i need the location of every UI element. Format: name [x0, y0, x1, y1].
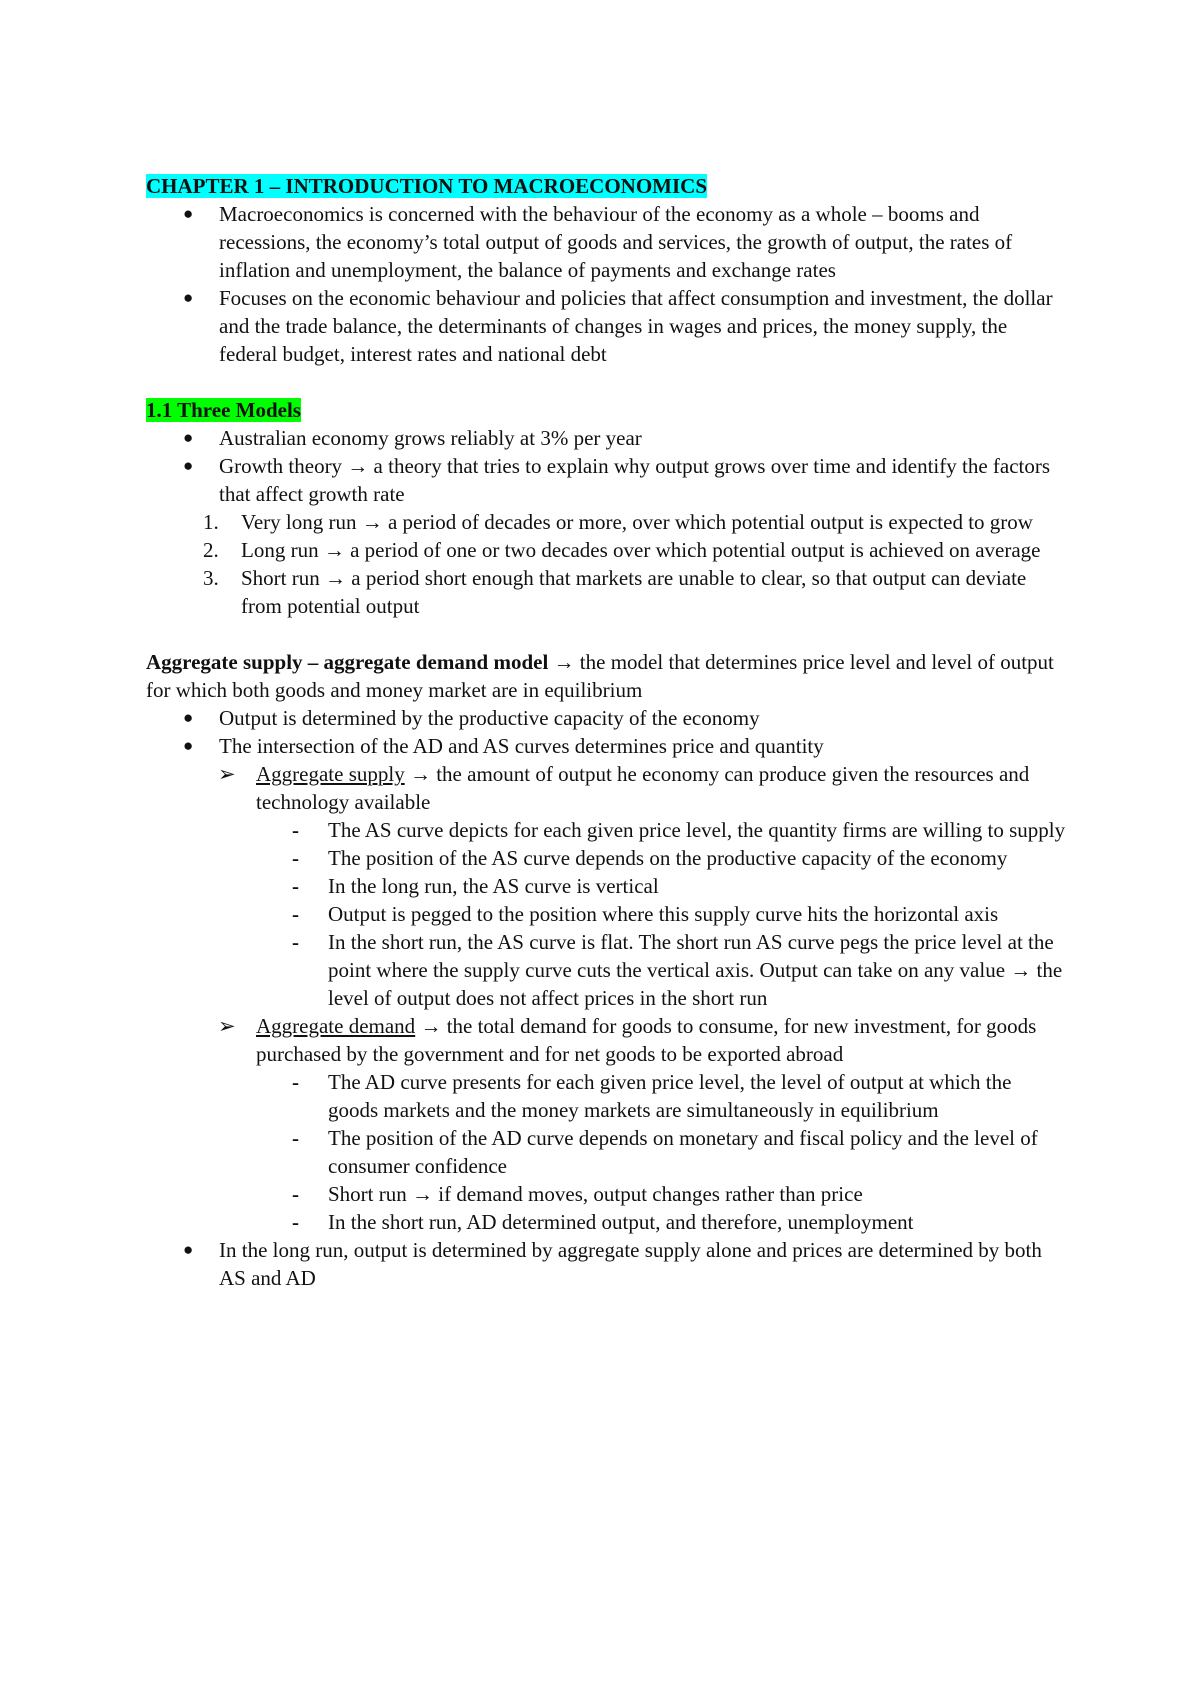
bullet-icon: ●: [183, 288, 194, 307]
demand-point-text: The AD curve presents for each given price level, the level of output at which the goods markets and the money markets are simultaneously in equilibrium: [328, 1070, 1012, 1122]
asad-bullet: [146, 704, 1066, 732]
run-item: [146, 536, 1066, 564]
models-bullet-text: Australian economy grows reliably at 3% per year: [219, 426, 642, 450]
final-bullet: [146, 1236, 1066, 1292]
demand-point: [146, 1208, 1066, 1236]
dash-icon: -: [292, 1210, 299, 1234]
final-bullet-text: In the long run, output is determined by aggregate supply alone and prices are determined by both AS and AD: [219, 1238, 1042, 1290]
asad-definition-text: the model that determines price level and level of output for which both goods and money market are in equilibrium: [146, 650, 1054, 702]
asad-bullet-text: Output is determined by the productive capacity of the economy: [219, 706, 760, 730]
demand-point: [146, 1068, 1066, 1124]
run-item: [146, 564, 1066, 620]
demand-definition: → the total demand for goods to consume, for new investment, for goods purchased by the government and for net goods to be exported abroad: [256, 1014, 1037, 1066]
arrow-bullet-icon: ➢: [218, 1014, 236, 1038]
demand-term: Aggregate demand: [256, 1014, 416, 1038]
supply-point-text: In the long run, the AS curve is vertical: [328, 874, 659, 898]
demand-item: [146, 1012, 1066, 1068]
run-number: 1.: [203, 510, 219, 534]
spacer: [146, 620, 1066, 648]
intro-bullet-text: Focuses on the economic behaviour and policies that affect consumption and investment, the dollar and the trade balance, the determinants of changes in wages and prices, the money supply, the federal budget, interest rates and national debt: [219, 286, 1053, 366]
supply-definition: → the amount of output he economy can produce given the resources and technology available: [256, 762, 1030, 814]
asad-bullet-list: [146, 704, 1066, 760]
demand-point-text: The position of the AD curve depends on monetary and fiscal policy and the level of consumer confidence: [328, 1126, 1038, 1178]
demand-point: [146, 1180, 1066, 1208]
spacer: [146, 368, 1066, 396]
dash-icon: -: [292, 846, 299, 870]
bullet-icon: ●: [183, 1240, 194, 1259]
supply-term: Aggregate supply: [256, 762, 405, 786]
dash-icon: -: [292, 1070, 299, 1094]
intro-bullet: [146, 284, 1066, 368]
arrow-bullet-icon: ➢: [218, 762, 236, 786]
section-heading-text: 1.1 Three Models: [146, 398, 301, 422]
dash-icon: -: [292, 930, 299, 954]
supply-point-text: The AS curve depicts for each given price level, the quantity firms are willing to supply: [328, 818, 1066, 842]
supply-list: [146, 760, 1066, 816]
bullet-icon: ●: [183, 708, 194, 727]
intro-bullet: [146, 200, 1066, 284]
demand-point-text: Short run → if demand moves, output changes rather than price: [328, 1182, 863, 1206]
run-text: Very long run → a period of decades or more, over which potential output is expected to grow: [241, 510, 1033, 534]
asad-bullet-text: The intersection of the AD and AS curves determines price and quantity: [219, 734, 824, 758]
models-bullet: [146, 452, 1066, 508]
dash-icon: -: [292, 874, 299, 898]
dash-icon: -: [292, 1126, 299, 1150]
bullet-icon: ●: [183, 736, 194, 755]
models-bullet-text: Growth theory → a theory that tries to explain why output grows over time and identify the factors that affect growth rate: [219, 454, 1051, 506]
run-text: Long run → a period of one or two decades over which potential output is achieved on average: [241, 538, 1041, 562]
section-heading: [146, 396, 1066, 424]
supply-points: [146, 816, 1066, 1012]
models-bullet: [146, 424, 1066, 452]
supply-point: [146, 816, 1066, 844]
supply-point: [146, 844, 1066, 872]
demand-point-text: In the short run, AD determined output, and therefore, unemployment: [328, 1210, 914, 1234]
demand-points: [146, 1068, 1066, 1236]
supply-item: [146, 760, 1066, 816]
run-item: [146, 508, 1066, 536]
chapter-title-text: CHAPTER 1 – INTRODUCTION TO MACROECONOMICS: [146, 174, 708, 198]
models-bullet-list: [146, 424, 1066, 508]
demand-point: [146, 1124, 1066, 1180]
bullet-icon: ●: [183, 204, 194, 223]
document-content: [146, 172, 1066, 1292]
bullet-icon: ●: [183, 428, 194, 447]
demand-list: [146, 1012, 1066, 1068]
asad-definition: [146, 648, 1066, 704]
supply-point-text: In the short run, the AS curve is flat. The short run AS curve pegs the price level at the point where the supply curve cuts the vertical axis. Output can take on any value → the level of output does not affect prices in the short run: [328, 930, 1063, 1010]
asad-term: Aggregate supply – aggregate demand model →: [146, 650, 575, 674]
runs-numbered-list: [146, 508, 1066, 620]
dash-icon: -: [292, 818, 299, 842]
run-number: 3.: [203, 566, 219, 590]
supply-point-text: Output is pegged to the position where this supply curve hits the horizontal axis: [328, 902, 999, 926]
bullet-icon: ●: [183, 456, 194, 475]
supply-point: [146, 872, 1066, 900]
final-bullet-list: [146, 1236, 1066, 1292]
intro-bullet-list: [146, 200, 1066, 368]
supply-point: [146, 900, 1066, 928]
intro-bullet-text: Macroeconomics is concerned with the behaviour of the economy as a whole – booms and recessions, the economy’s total output of goods and services, the growth of output, the rates of inflation and unemployment, the balance of payments and exchange rates: [219, 202, 1013, 282]
dash-icon: -: [292, 902, 299, 926]
dash-icon: -: [292, 1182, 299, 1206]
asad-bullet: [146, 732, 1066, 760]
supply-point-text: The position of the AS curve depends on the productive capacity of the economy: [328, 846, 1008, 870]
chapter-title: [146, 172, 1066, 200]
supply-point: [146, 928, 1066, 1012]
run-text: Short run → a period short enough that markets are unable to clear, so that output can deviate from potential output: [241, 566, 1027, 618]
run-number: 2.: [203, 538, 219, 562]
